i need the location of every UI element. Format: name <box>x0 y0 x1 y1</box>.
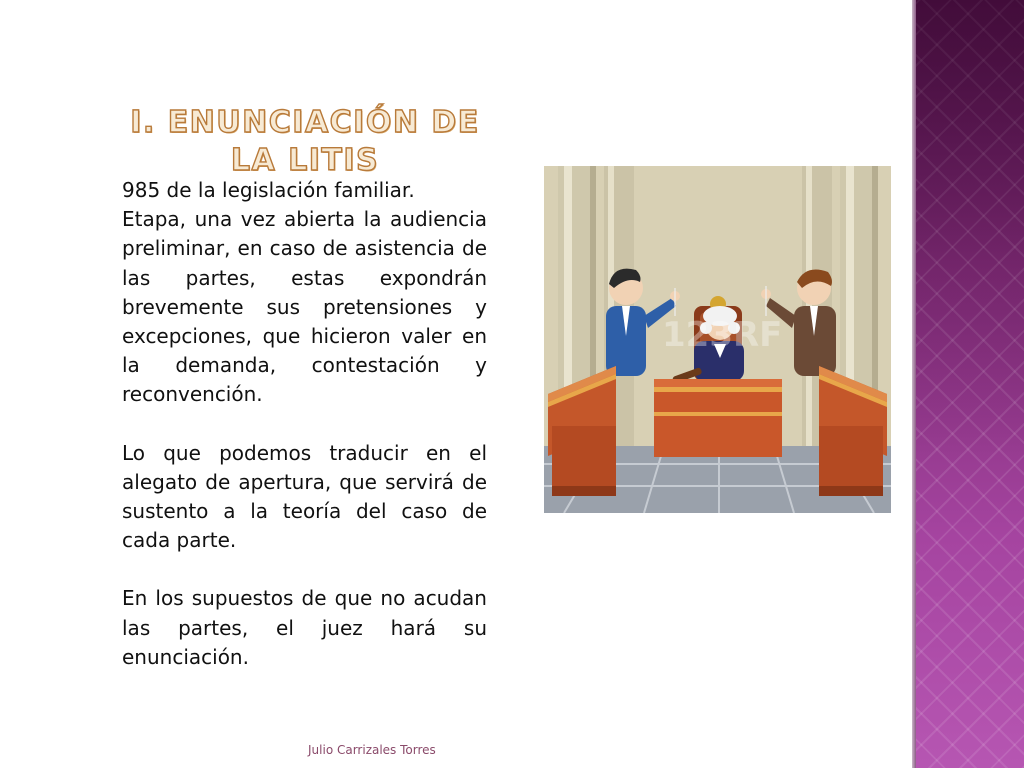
courtroom-illustration <box>544 166 891 513</box>
footer-author: Julio Carrizales Torres <box>308 743 436 757</box>
paragraph-reference: 985 de la legislación familiar. <box>122 178 415 202</box>
sidebar-edge <box>912 0 916 768</box>
judge-bench <box>654 379 782 457</box>
paragraph-opening-statement: Lo que podemos traducir en el alegato de apertura, que servirá de sustento a la teoría del caso de cada parte. <box>122 440 487 553</box>
decorative-sidebar <box>912 0 1024 768</box>
slide-title: I. ENUNCIACIÓN DE LA LITIS <box>130 105 480 178</box>
stock-watermark: 123RF <box>662 315 783 355</box>
slide-body <box>122 176 487 672</box>
paragraph-stage: Etapa, una vez abierta la audiencia preliminar, en caso de asistencia de las partes, estas expondrán brevemente sus pretensiones y excepciones, que hicieron valer en la demanda, contestación y reconvención. <box>122 207 487 407</box>
paragraph-absence: En los supuestos de que no acudan las partes, el juez hará su enunciación. <box>122 586 487 669</box>
